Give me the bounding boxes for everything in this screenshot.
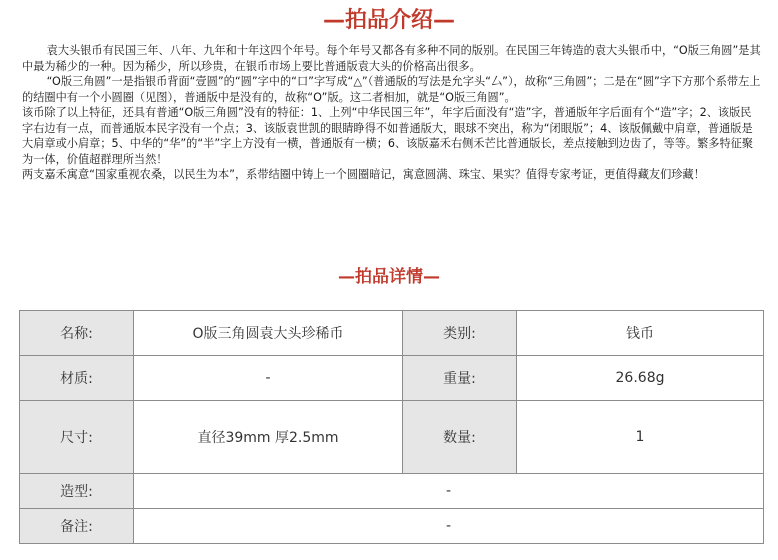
size-label: 尺寸:	[20, 401, 134, 474]
table-row	[20, 401, 764, 474]
shape-value: -	[134, 474, 764, 509]
details-table	[19, 310, 764, 544]
category-label: 类别:	[403, 311, 517, 356]
intro-paragraph: “O版三角圆”一是指银币背面“壹圆”的“圆”字中的“口”字写成“△”（普通版的写法是允字头“厶”），故称“三角圆”；二是在“圆”字下方那个系带左上的结圈中有一个小圆圈（见图），普通版中是没有的，故称“O”版。这二者相加，就是“O版三角圆”。	[22, 75, 761, 104]
intro-paragraph: 两支嘉禾寓意“国家重视农桑，以民生为本”，系带结圈中铸上一个圆圈暗记，寓意圆满、珠宝、果实？值得专家考证，更值得藏友们珍藏！	[22, 168, 705, 181]
details-section-title: —拍品详情—	[338, 267, 440, 287]
intro-paragraph: 该币除了以上特征，还具有普通“O版三角圆”没有的特征：1、上列“中华民国三年”，年字后面没有“造”字，普通版年字后面有个“造”字；2、该版民字右边有一点，而普通版本民字没有一个点；3、该版袁世凯的眼睛睁得不如普通版大，眼球不突出，称为“闭眼版”；4、该版佩戴中肩章，普通版是大肩章或小肩章；5、中华的“华”的“半”字上方没有一横，普通版有一横；6、该版嘉禾右侧禾芒比普通版长，差点接触到边齿了，等等。繁多特征聚为一体，价值超群理所当然！	[22, 106, 754, 166]
intro-paragraph: 袁大头银币有民国三年、八年、九年和十年这四个年号。每个年号又都各有多种不同的版别。在民国三年铸造的袁大头银币中，“O版三角圆”是其中最为稀少的一种。因为稀少，所以珍贵，在银币市场上要比普通版袁大头的价格高出很多。	[22, 44, 761, 73]
intro-text	[22, 43, 762, 183]
table-row	[20, 311, 764, 356]
remarks-value: -	[134, 509, 764, 544]
material-label: 材质:	[20, 356, 134, 401]
table-row	[20, 509, 764, 544]
table-row	[20, 474, 764, 509]
intro-section-title: —拍品介绍—	[322, 8, 455, 33]
name-label: 名称:	[20, 311, 134, 356]
material-value: -	[134, 356, 403, 401]
weight-label: 重量:	[403, 356, 517, 401]
size-value: 直径39mm 厚2.5mm	[134, 401, 403, 474]
table-row	[20, 356, 764, 401]
shape-label: 造型:	[20, 474, 134, 509]
quantity-label: 数量:	[403, 401, 517, 474]
quantity-value: 1	[517, 401, 764, 474]
category-value: 钱币	[517, 311, 764, 356]
remarks-label: 备注:	[20, 509, 134, 544]
weight-value: 26.68g	[517, 356, 764, 401]
name-value: O版三角圆袁大头珍稀币	[134, 311, 403, 356]
